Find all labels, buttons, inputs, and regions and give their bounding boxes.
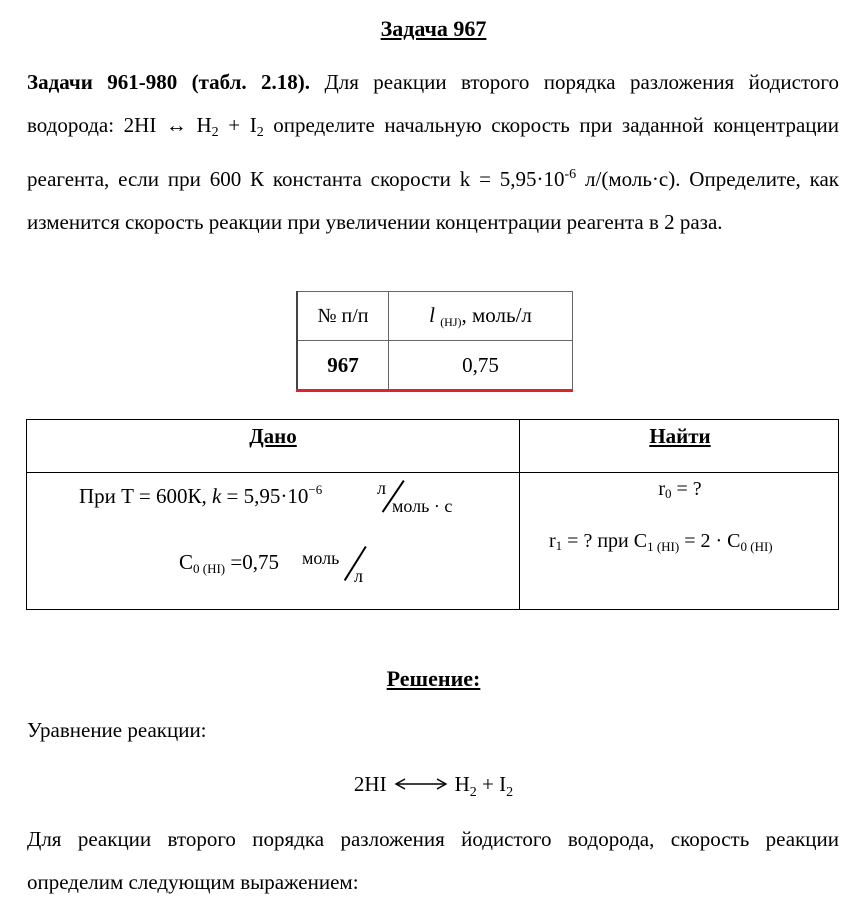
given-temperature: При T = 600К, xyxy=(79,484,212,508)
given-header: Дано xyxy=(249,424,297,448)
concentration-label-sub: 0 (HI) xyxy=(193,561,226,576)
find-r0-rest: = ? xyxy=(671,478,702,500)
rate-constant-value: = 5,95·10 xyxy=(221,484,309,508)
reaction-equation xyxy=(0,772,867,801)
variant-row-number: 967 xyxy=(297,341,389,391)
header-divider xyxy=(27,472,838,473)
find-new-rate xyxy=(549,530,773,555)
problem-text-3: определите начальную скорость при заданной концентрации реагента, если при 600 К константа скорости k = 5,95·10 xyxy=(27,112,839,191)
page-title: Задача 967 xyxy=(380,16,487,41)
equation-iodine-sub: 2 xyxy=(506,785,514,800)
variant-col-number-header: № п/п xyxy=(297,292,389,341)
problem-lead: Задачи 961-980 (табл. 2.18). xyxy=(27,70,311,94)
variant-col-concentration-header xyxy=(389,292,573,341)
given-initial-concentration xyxy=(179,550,279,577)
find-c0-sub: 0 (HI) xyxy=(740,539,773,554)
equation-reactant: 2HI xyxy=(353,772,387,796)
solution-header: Решение: xyxy=(386,666,481,691)
variant-table-row xyxy=(297,341,573,391)
find-r1-symbol: r xyxy=(549,530,556,552)
problem-text-4: л/(моль·с). Определите, как изменится скорость реакции при увеличении концентрации реагента в 2 раза. xyxy=(27,167,839,234)
variant-table-header-row xyxy=(297,292,573,341)
equation-hydrogen: H xyxy=(454,772,470,796)
problem-sub-h: 2 xyxy=(211,124,219,140)
reversible-arrow-icon xyxy=(393,774,449,794)
find-r0-sub: 0 xyxy=(665,486,672,501)
equation-plus: + xyxy=(476,772,500,796)
problem-sub-i: 2 xyxy=(256,124,264,140)
concentration-unit: , моль/л xyxy=(461,302,532,327)
concentration-label: C xyxy=(179,550,194,574)
solution-text: Для реакции второго порядка разложения йодистого водорода, скорость реакции определим следующим выражением: xyxy=(27,827,839,894)
unit1-denominator: моль · с xyxy=(392,496,453,516)
concentration-value: =0,75 xyxy=(225,550,279,574)
find-initial-rate xyxy=(520,478,840,502)
problem-statement xyxy=(27,61,839,243)
problem-text-2: + I xyxy=(218,112,257,137)
find-r1-sub: 1 xyxy=(555,538,563,553)
equation-hydrogen-sub: 2 xyxy=(469,785,477,800)
find-header: Найти xyxy=(649,424,711,448)
variant-table xyxy=(296,291,573,392)
concentration-symbol: l xyxy=(429,302,435,327)
find-c1-sub: 1 (HI) xyxy=(647,539,680,554)
unit2-denominator: л xyxy=(354,566,363,586)
rate-constant-exponent: −6 xyxy=(308,482,323,497)
find-c1-rest: = 2 · C xyxy=(679,530,741,552)
given-find-table xyxy=(26,419,839,610)
unit2-numerator: моль xyxy=(302,548,340,568)
variant-row-value: 0,75 xyxy=(389,341,573,391)
unit1-numerator: л xyxy=(377,478,386,498)
problem-exponent: -6 xyxy=(564,167,577,182)
find-r1-rest: = ? при C xyxy=(562,530,648,552)
find-r0-symbol: r xyxy=(658,478,665,500)
problem-text-1: Для реакции второго порядка разложения йодистого водорода: 2HI ↔ H xyxy=(27,70,839,137)
equation-intro: Уравнение реакции: xyxy=(27,718,207,742)
concentration-subscript: (HJ) xyxy=(440,314,462,329)
equation-iodine: I xyxy=(499,772,507,796)
given-rate-constant xyxy=(79,482,322,509)
rate-constant-symbol: k xyxy=(211,484,222,508)
